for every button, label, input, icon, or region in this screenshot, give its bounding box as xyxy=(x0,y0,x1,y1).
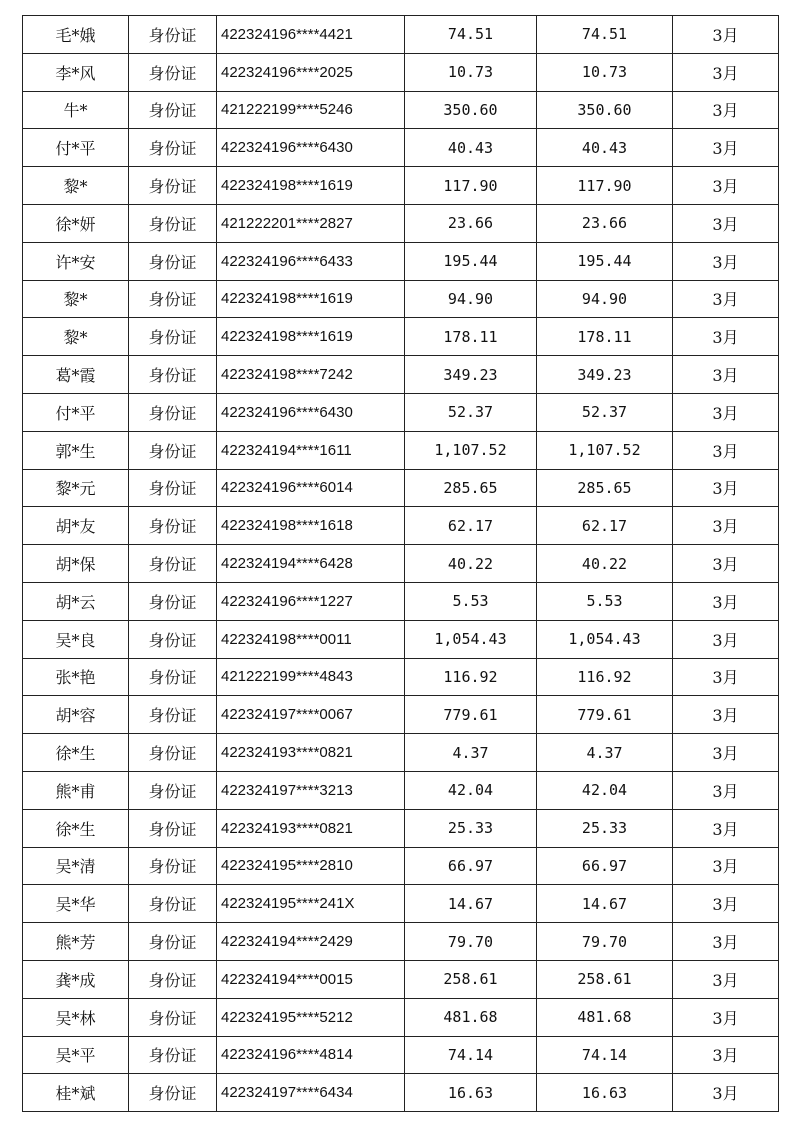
id-number-cell: 422324196****6433 xyxy=(217,242,405,280)
table-row xyxy=(23,998,779,1036)
amount-a-cell: 1,054.43 xyxy=(405,620,537,658)
document-table-container xyxy=(22,15,779,1112)
id-type-cell: 身份证 xyxy=(129,960,217,998)
amount-a-cell: 195.44 xyxy=(405,242,537,280)
id-type-cell: 身份证 xyxy=(129,658,217,696)
month-cell: 3月 xyxy=(673,582,779,620)
amount-b-cell: 481.68 xyxy=(537,998,673,1036)
id-type-cell: 身份证 xyxy=(129,998,217,1036)
table-row xyxy=(23,696,779,734)
name-cell: 黎* xyxy=(23,280,129,318)
table-row xyxy=(23,771,779,809)
amount-b-cell: 25.33 xyxy=(537,809,673,847)
table-row xyxy=(23,658,779,696)
month-cell: 3月 xyxy=(673,469,779,507)
amount-b-cell: 79.70 xyxy=(537,923,673,961)
table-row xyxy=(23,809,779,847)
amount-b-cell: 1,054.43 xyxy=(537,620,673,658)
amount-b-cell: 258.61 xyxy=(537,960,673,998)
amount-a-cell: 285.65 xyxy=(405,469,537,507)
name-cell: 许*安 xyxy=(23,242,129,280)
name-cell: 付*平 xyxy=(23,393,129,431)
month-cell: 3月 xyxy=(673,129,779,167)
month-cell: 3月 xyxy=(673,431,779,469)
month-cell: 3月 xyxy=(673,242,779,280)
id-number-cell: 422324196****6014 xyxy=(217,469,405,507)
id-type-cell: 身份证 xyxy=(129,53,217,91)
id-number-cell: 422324197****3213 xyxy=(217,771,405,809)
id-type-cell: 身份证 xyxy=(129,620,217,658)
name-cell: 吴*良 xyxy=(23,620,129,658)
id-number-cell: 422324197****6434 xyxy=(217,1074,405,1112)
id-number-cell: 422324196****4814 xyxy=(217,1036,405,1074)
id-number-cell: 422324194****1611 xyxy=(217,431,405,469)
id-number-cell: 422324194****0015 xyxy=(217,960,405,998)
id-type-cell: 身份证 xyxy=(129,771,217,809)
name-cell: 吴*华 xyxy=(23,885,129,923)
id-number-cell: 422324194****6428 xyxy=(217,545,405,583)
amount-b-cell: 1,107.52 xyxy=(537,431,673,469)
table-row xyxy=(23,280,779,318)
amount-b-cell: 5.53 xyxy=(537,582,673,620)
amount-b-cell: 779.61 xyxy=(537,696,673,734)
amount-b-cell: 16.63 xyxy=(537,1074,673,1112)
month-cell: 3月 xyxy=(673,91,779,129)
id-type-cell: 身份证 xyxy=(129,923,217,961)
amount-a-cell: 74.51 xyxy=(405,16,537,54)
table-row xyxy=(23,129,779,167)
amount-a-cell: 481.68 xyxy=(405,998,537,1036)
name-cell: 吴*平 xyxy=(23,1036,129,1074)
amount-b-cell: 66.97 xyxy=(537,847,673,885)
id-type-cell: 身份证 xyxy=(129,431,217,469)
amount-a-cell: 23.66 xyxy=(405,204,537,242)
month-cell: 3月 xyxy=(673,16,779,54)
month-cell: 3月 xyxy=(673,53,779,91)
table-row xyxy=(23,167,779,205)
id-number-cell: 422324196****6430 xyxy=(217,393,405,431)
table-row xyxy=(23,960,779,998)
amount-b-cell: 4.37 xyxy=(537,734,673,772)
name-cell: 牛* xyxy=(23,91,129,129)
name-cell: 黎* xyxy=(23,318,129,356)
amount-b-cell: 350.60 xyxy=(537,91,673,129)
id-number-cell: 422324196****1227 xyxy=(217,582,405,620)
amount-a-cell: 10.73 xyxy=(405,53,537,91)
id-number-cell: 421222199****4843 xyxy=(217,658,405,696)
month-cell: 3月 xyxy=(673,356,779,394)
table-row xyxy=(23,431,779,469)
id-type-cell: 身份证 xyxy=(129,885,217,923)
id-number-cell: 422324194****2429 xyxy=(217,923,405,961)
amount-b-cell: 10.73 xyxy=(537,53,673,91)
id-number-cell: 422324195****5212 xyxy=(217,998,405,1036)
id-number-cell: 421222199****5246 xyxy=(217,91,405,129)
table-row xyxy=(23,16,779,54)
id-type-cell: 身份证 xyxy=(129,204,217,242)
id-number-cell: 422324198****1619 xyxy=(217,280,405,318)
id-number-cell: 422324195****2810 xyxy=(217,847,405,885)
month-cell: 3月 xyxy=(673,1036,779,1074)
table-row xyxy=(23,318,779,356)
name-cell: 熊*甫 xyxy=(23,771,129,809)
id-type-cell: 身份证 xyxy=(129,1036,217,1074)
name-cell: 付*平 xyxy=(23,129,129,167)
amount-a-cell: 66.97 xyxy=(405,847,537,885)
amount-a-cell: 94.90 xyxy=(405,280,537,318)
amount-b-cell: 42.04 xyxy=(537,771,673,809)
amount-a-cell: 79.70 xyxy=(405,923,537,961)
table-row xyxy=(23,393,779,431)
name-cell: 徐*生 xyxy=(23,809,129,847)
amount-b-cell: 74.14 xyxy=(537,1036,673,1074)
amount-b-cell: 117.90 xyxy=(537,167,673,205)
amount-a-cell: 779.61 xyxy=(405,696,537,734)
id-type-cell: 身份证 xyxy=(129,16,217,54)
month-cell: 3月 xyxy=(673,809,779,847)
table-row xyxy=(23,545,779,583)
name-cell: 毛*娥 xyxy=(23,16,129,54)
amount-a-cell: 40.22 xyxy=(405,545,537,583)
amount-a-cell: 25.33 xyxy=(405,809,537,847)
table-body xyxy=(23,16,779,1112)
name-cell: 张*艳 xyxy=(23,658,129,696)
table-row xyxy=(23,91,779,129)
id-number-cell: 421222201****2827 xyxy=(217,204,405,242)
amount-a-cell: 5.53 xyxy=(405,582,537,620)
amount-b-cell: 285.65 xyxy=(537,469,673,507)
id-number-cell: 422324198****1618 xyxy=(217,507,405,545)
name-cell: 熊*芳 xyxy=(23,923,129,961)
id-type-cell: 身份证 xyxy=(129,167,217,205)
name-cell: 吴*林 xyxy=(23,998,129,1036)
month-cell: 3月 xyxy=(673,771,779,809)
amount-a-cell: 52.37 xyxy=(405,393,537,431)
id-type-cell: 身份证 xyxy=(129,507,217,545)
id-type-cell: 身份证 xyxy=(129,318,217,356)
id-type-cell: 身份证 xyxy=(129,696,217,734)
month-cell: 3月 xyxy=(673,734,779,772)
name-cell: 徐*生 xyxy=(23,734,129,772)
id-type-cell: 身份证 xyxy=(129,280,217,318)
amount-b-cell: 74.51 xyxy=(537,16,673,54)
name-cell: 胡*友 xyxy=(23,507,129,545)
table-row xyxy=(23,885,779,923)
month-cell: 3月 xyxy=(673,545,779,583)
table-row xyxy=(23,469,779,507)
amount-b-cell: 195.44 xyxy=(537,242,673,280)
name-cell: 黎*元 xyxy=(23,469,129,507)
name-cell: 胡*保 xyxy=(23,545,129,583)
amount-b-cell: 178.11 xyxy=(537,318,673,356)
table-row xyxy=(23,53,779,91)
id-type-cell: 身份证 xyxy=(129,91,217,129)
amount-b-cell: 23.66 xyxy=(537,204,673,242)
id-type-cell: 身份证 xyxy=(129,393,217,431)
id-number-cell: 422324198****7242 xyxy=(217,356,405,394)
name-cell: 郭*生 xyxy=(23,431,129,469)
name-cell: 胡*容 xyxy=(23,696,129,734)
month-cell: 3月 xyxy=(673,847,779,885)
month-cell: 3月 xyxy=(673,167,779,205)
id-number-cell: 422324195****241X xyxy=(217,885,405,923)
amount-a-cell: 116.92 xyxy=(405,658,537,696)
name-cell: 葛*霞 xyxy=(23,356,129,394)
amount-a-cell: 42.04 xyxy=(405,771,537,809)
id-number-cell: 422324196****4421 xyxy=(217,16,405,54)
amount-b-cell: 116.92 xyxy=(537,658,673,696)
month-cell: 3月 xyxy=(673,204,779,242)
name-cell: 桂*斌 xyxy=(23,1074,129,1112)
id-type-cell: 身份证 xyxy=(129,545,217,583)
amount-a-cell: 350.60 xyxy=(405,91,537,129)
amount-a-cell: 349.23 xyxy=(405,356,537,394)
amount-a-cell: 1,107.52 xyxy=(405,431,537,469)
amount-b-cell: 62.17 xyxy=(537,507,673,545)
name-cell: 胡*云 xyxy=(23,582,129,620)
id-type-cell: 身份证 xyxy=(129,809,217,847)
id-number-cell: 422324196****6430 xyxy=(217,129,405,167)
id-type-cell: 身份证 xyxy=(129,356,217,394)
month-cell: 3月 xyxy=(673,620,779,658)
amount-a-cell: 62.17 xyxy=(405,507,537,545)
payment-table xyxy=(22,15,779,1112)
table-row xyxy=(23,734,779,772)
id-number-cell: 422324198****1619 xyxy=(217,318,405,356)
table-row xyxy=(23,204,779,242)
name-cell: 龚*成 xyxy=(23,960,129,998)
month-cell: 3月 xyxy=(673,658,779,696)
id-number-cell: 422324193****0821 xyxy=(217,809,405,847)
amount-a-cell: 16.63 xyxy=(405,1074,537,1112)
table-row xyxy=(23,620,779,658)
month-cell: 3月 xyxy=(673,1074,779,1112)
amount-a-cell: 178.11 xyxy=(405,318,537,356)
amount-a-cell: 74.14 xyxy=(405,1036,537,1074)
amount-a-cell: 14.67 xyxy=(405,885,537,923)
table-row xyxy=(23,356,779,394)
amount-a-cell: 258.61 xyxy=(405,960,537,998)
amount-b-cell: 349.23 xyxy=(537,356,673,394)
id-type-cell: 身份证 xyxy=(129,734,217,772)
month-cell: 3月 xyxy=(673,696,779,734)
name-cell: 徐*妍 xyxy=(23,204,129,242)
month-cell: 3月 xyxy=(673,923,779,961)
amount-a-cell: 117.90 xyxy=(405,167,537,205)
id-type-cell: 身份证 xyxy=(129,847,217,885)
amount-b-cell: 14.67 xyxy=(537,885,673,923)
amount-b-cell: 52.37 xyxy=(537,393,673,431)
name-cell: 黎* xyxy=(23,167,129,205)
table-row xyxy=(23,242,779,280)
month-cell: 3月 xyxy=(673,318,779,356)
id-type-cell: 身份证 xyxy=(129,242,217,280)
amount-b-cell: 94.90 xyxy=(537,280,673,318)
amount-a-cell: 4.37 xyxy=(405,734,537,772)
table-row xyxy=(23,847,779,885)
amount-b-cell: 40.22 xyxy=(537,545,673,583)
id-number-cell: 422324193****0821 xyxy=(217,734,405,772)
table-row xyxy=(23,507,779,545)
id-type-cell: 身份证 xyxy=(129,1074,217,1112)
month-cell: 3月 xyxy=(673,885,779,923)
table-row xyxy=(23,582,779,620)
amount-a-cell: 40.43 xyxy=(405,129,537,167)
id-number-cell: 422324198****1619 xyxy=(217,167,405,205)
id-number-cell: 422324198****0011 xyxy=(217,620,405,658)
month-cell: 3月 xyxy=(673,507,779,545)
name-cell: 李*风 xyxy=(23,53,129,91)
id-number-cell: 422324197****0067 xyxy=(217,696,405,734)
month-cell: 3月 xyxy=(673,393,779,431)
id-type-cell: 身份证 xyxy=(129,129,217,167)
amount-b-cell: 40.43 xyxy=(537,129,673,167)
id-type-cell: 身份证 xyxy=(129,469,217,507)
month-cell: 3月 xyxy=(673,998,779,1036)
table-row xyxy=(23,1074,779,1112)
name-cell: 吴*清 xyxy=(23,847,129,885)
month-cell: 3月 xyxy=(673,960,779,998)
id-number-cell: 422324196****2025 xyxy=(217,53,405,91)
table-row xyxy=(23,1036,779,1074)
month-cell: 3月 xyxy=(673,280,779,318)
id-type-cell: 身份证 xyxy=(129,582,217,620)
table-row xyxy=(23,923,779,961)
